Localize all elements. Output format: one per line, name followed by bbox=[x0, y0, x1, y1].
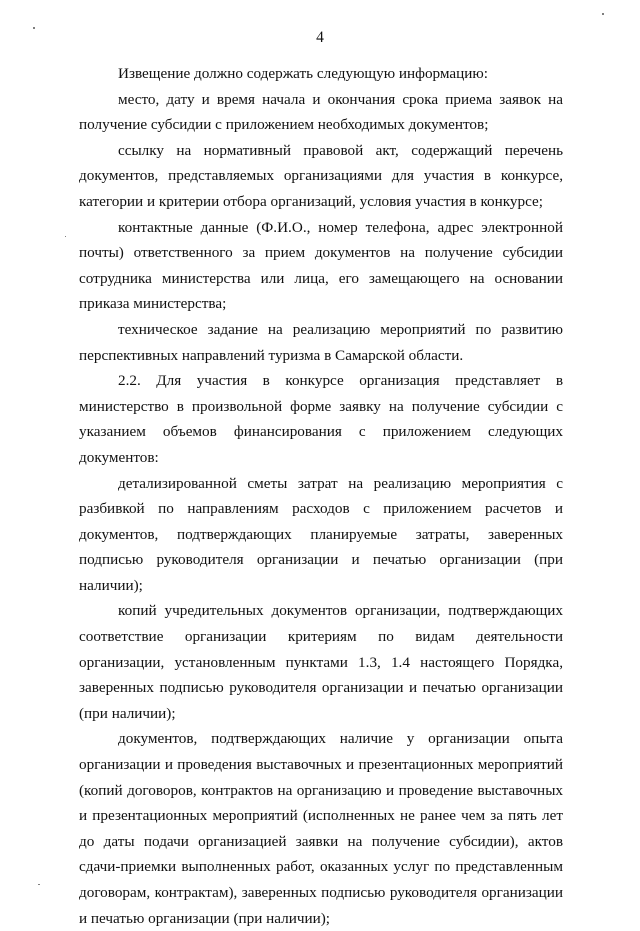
scan-speck bbox=[65, 236, 66, 237]
document-body bbox=[79, 61, 563, 931]
scan-speck bbox=[602, 13, 604, 15]
paragraph-section-2-2: 2.2. Для участия в конкурсе организация представляет в министерство в произвольной форме заявку на получение субсидии с указанием объемов финансирования с приложением следующих документов: bbox=[79, 372, 563, 466]
paragraph-technical-task: техническое задание на реализацию мероприятий по развитию перспективных направлений туризма в Самарской области. bbox=[79, 320, 563, 364]
scan-speck bbox=[38, 884, 40, 885]
paragraph-place-date-time: место, дату и время начала и окончания срока приема заявок на получение субсидии с приложением необходимых документов; bbox=[79, 90, 563, 134]
scan-speck bbox=[33, 27, 35, 29]
paragraph-contact-details: контактные данные (Ф.И.О., номер телефона, адрес электронной почты) ответственного за прием документов на получение субсидии сотрудника министерства или лица, его замещающего на основании приказа министерства; bbox=[79, 218, 563, 313]
paragraph-legal-act-link: ссылку на нормативный правовой акт, содержащий перечень документов, представляемых организациями для участия в конкурсе, категории и критерии отбора организаций, условия участия в конкурсе; bbox=[79, 141, 563, 210]
page-number: 4 bbox=[316, 29, 324, 46]
paragraph-notice-contents: Извещение должно содержать следующую информацию: bbox=[118, 65, 488, 82]
paragraph-experience-documents: документов, подтверждающих наличие у организации опыта организации и проведения выставочных и презентационных мероприятий (копий договоров, контрактов на организацию и проведение выставочных и презентационных мероприятий (исполненных не ранее чем за пять лет до даты подачи организацией заявки на получение субсидии), актов сдачи-приемки выполненных работ, оказанных услуг по представленным договорам, контрактам), заверенных подписью руководителя организации и печатью организации (при наличии); bbox=[79, 730, 563, 927]
paragraph-cost-estimate: детализированной сметы затрат на реализацию мероприятия с разбивкой по направлениям расходов с приложением расчетов и документов, подтверждающих планируемые затраты, заверенных подписью руководителя организации и печатью организации (при наличии); bbox=[79, 474, 563, 594]
paragraph-founding-documents: копий учредительных документов организации, подтверждающих соответствие организации критериям по видам деятельности организации, установленным пунктами 1.3, 1.4 настоящего Порядка, заверенных подписью руководителя организации и печатью организации (при наличии); bbox=[79, 602, 563, 722]
